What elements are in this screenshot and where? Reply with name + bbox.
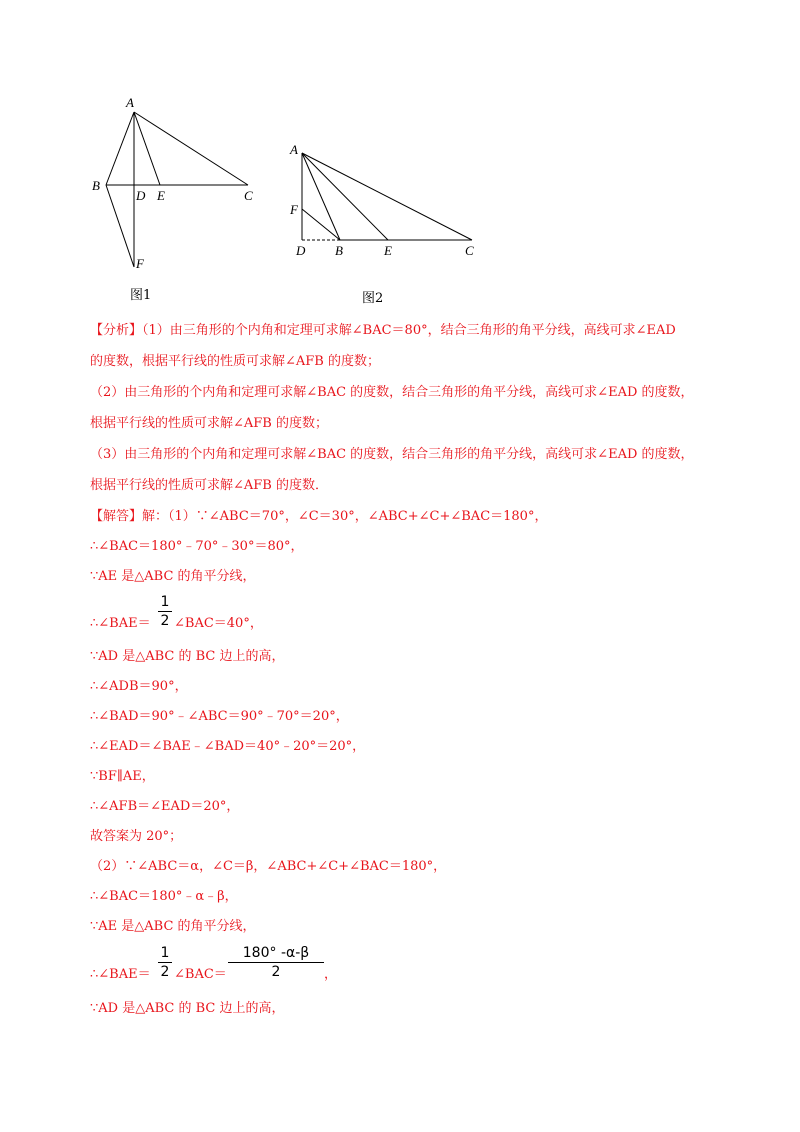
solution-line-3: ∵AE 是△ABC 的角平分线， bbox=[90, 569, 256, 584]
fraction-half-1 bbox=[158, 594, 172, 629]
fig1-label-f: F bbox=[136, 256, 144, 271]
fraction-denominator: 2 bbox=[160, 613, 170, 629]
solution-line-7: ∴∠BAD＝90°﹣∠ABC＝90°﹣70°＝20°， bbox=[90, 709, 349, 724]
solution-line-6: ∴∠ADB＝90°， bbox=[90, 679, 188, 694]
solution-line-8: ∴∠EAD＝∠BAE﹣∠BAD＝40°﹣20°＝20°， bbox=[90, 739, 366, 754]
analysis-line-1: 【分析】（1）由三角形的个内角和定理可求解∠BAC＝80°，结合三角形的角平分线，高线可求∠EAD bbox=[90, 323, 676, 338]
solution-line-12: （2）∵∠ABC＝α，∠C＝β，∠ABC+∠C+∠BAC＝180°， bbox=[90, 859, 447, 874]
solution-line-5: ∵AD 是△ABC 的 BC 边上的高， bbox=[90, 649, 285, 664]
fraction-bar bbox=[228, 962, 324, 963]
analysis-line-4: 根据平行线的性质可求解∠AFB 的度数； bbox=[90, 416, 328, 431]
solution-line-13: ∴∠BAC＝180°﹣α﹣β， bbox=[90, 889, 238, 904]
fig1-label-b: B bbox=[92, 178, 100, 193]
analysis-line-5: （3）由三角形的个内角和定理可求解∠BAC 的度数，结合三角形的角平分线，高线可求∠EAD 的度数， bbox=[90, 447, 694, 462]
fig2-label-a: A bbox=[290, 142, 298, 157]
solution-line-16: ∵AD 是△ABC 的 BC 边上的高， bbox=[90, 1001, 285, 1016]
solution-line-4a: ∴∠BAE＝ bbox=[90, 616, 151, 631]
figure-2-caption: 图2 bbox=[362, 291, 384, 306]
fraction-denominator: 2 bbox=[160, 964, 170, 980]
solution-line-15c: ， bbox=[324, 967, 338, 982]
figure-2-diagram bbox=[288, 138, 488, 263]
fraction-numerator: 1 bbox=[160, 594, 170, 610]
fraction-numerator: 180° -α-β bbox=[242, 945, 310, 961]
solution-line-1: 【解答】解：（1）∵∠ABC＝70°，∠C＝30°，∠ABC+∠C+∠BAC＝180°， bbox=[90, 509, 548, 524]
analysis-line-6: 根据平行线的性质可求解∠AFB 的度数． bbox=[90, 478, 328, 493]
solution-line-15a: ∴∠BAE＝ bbox=[90, 967, 151, 982]
fig1-label-a: A bbox=[126, 95, 134, 110]
fig1-label-d: D bbox=[136, 188, 146, 203]
fig2-label-f: F bbox=[290, 202, 298, 217]
figure-1-caption: 图1 bbox=[130, 288, 152, 303]
fig2-label-c: C bbox=[465, 243, 474, 258]
solution-line-15b: ∠BAC＝ bbox=[174, 967, 227, 982]
fraction-half-2 bbox=[158, 945, 172, 980]
fig2-label-e: E bbox=[384, 243, 392, 258]
figure-1 bbox=[88, 92, 268, 282]
solution-line-11: 故答案为 20°； bbox=[90, 829, 183, 844]
fig1-label-c: C bbox=[244, 188, 253, 203]
solution-line-2: ∴∠BAC＝180°﹣70°﹣30°＝80°， bbox=[90, 539, 304, 554]
analysis-line-3: （2）由三角形的个内角和定理可求解∠BAC 的度数，结合三角形的角平分线，高线可求∠EAD 的度数， bbox=[90, 385, 694, 400]
analysis-line-2: 的度数，根据平行线的性质可求解∠AFB 的度数； bbox=[90, 354, 380, 369]
fig2-label-b: B bbox=[335, 243, 343, 258]
fig1-label-e: E bbox=[157, 188, 165, 203]
fig2-label-d: D bbox=[296, 243, 306, 258]
fraction-bar bbox=[158, 962, 172, 963]
fraction-big bbox=[228, 945, 324, 980]
solution-line-4b: ∠BAC＝40°， bbox=[174, 616, 263, 631]
fraction-bar bbox=[158, 611, 172, 612]
figure-1-diagram bbox=[88, 92, 268, 282]
solution-line-10: ∴∠AFB＝∠EAD＝20°， bbox=[90, 799, 240, 814]
fraction-denominator: 2 bbox=[271, 964, 281, 980]
figure-2 bbox=[288, 138, 488, 263]
solution-line-9: ∵BF∥AE， bbox=[90, 769, 155, 784]
solution-line-14: ∵AE 是△ABC 的角平分线， bbox=[90, 919, 256, 934]
fraction-numerator: 1 bbox=[160, 945, 170, 961]
